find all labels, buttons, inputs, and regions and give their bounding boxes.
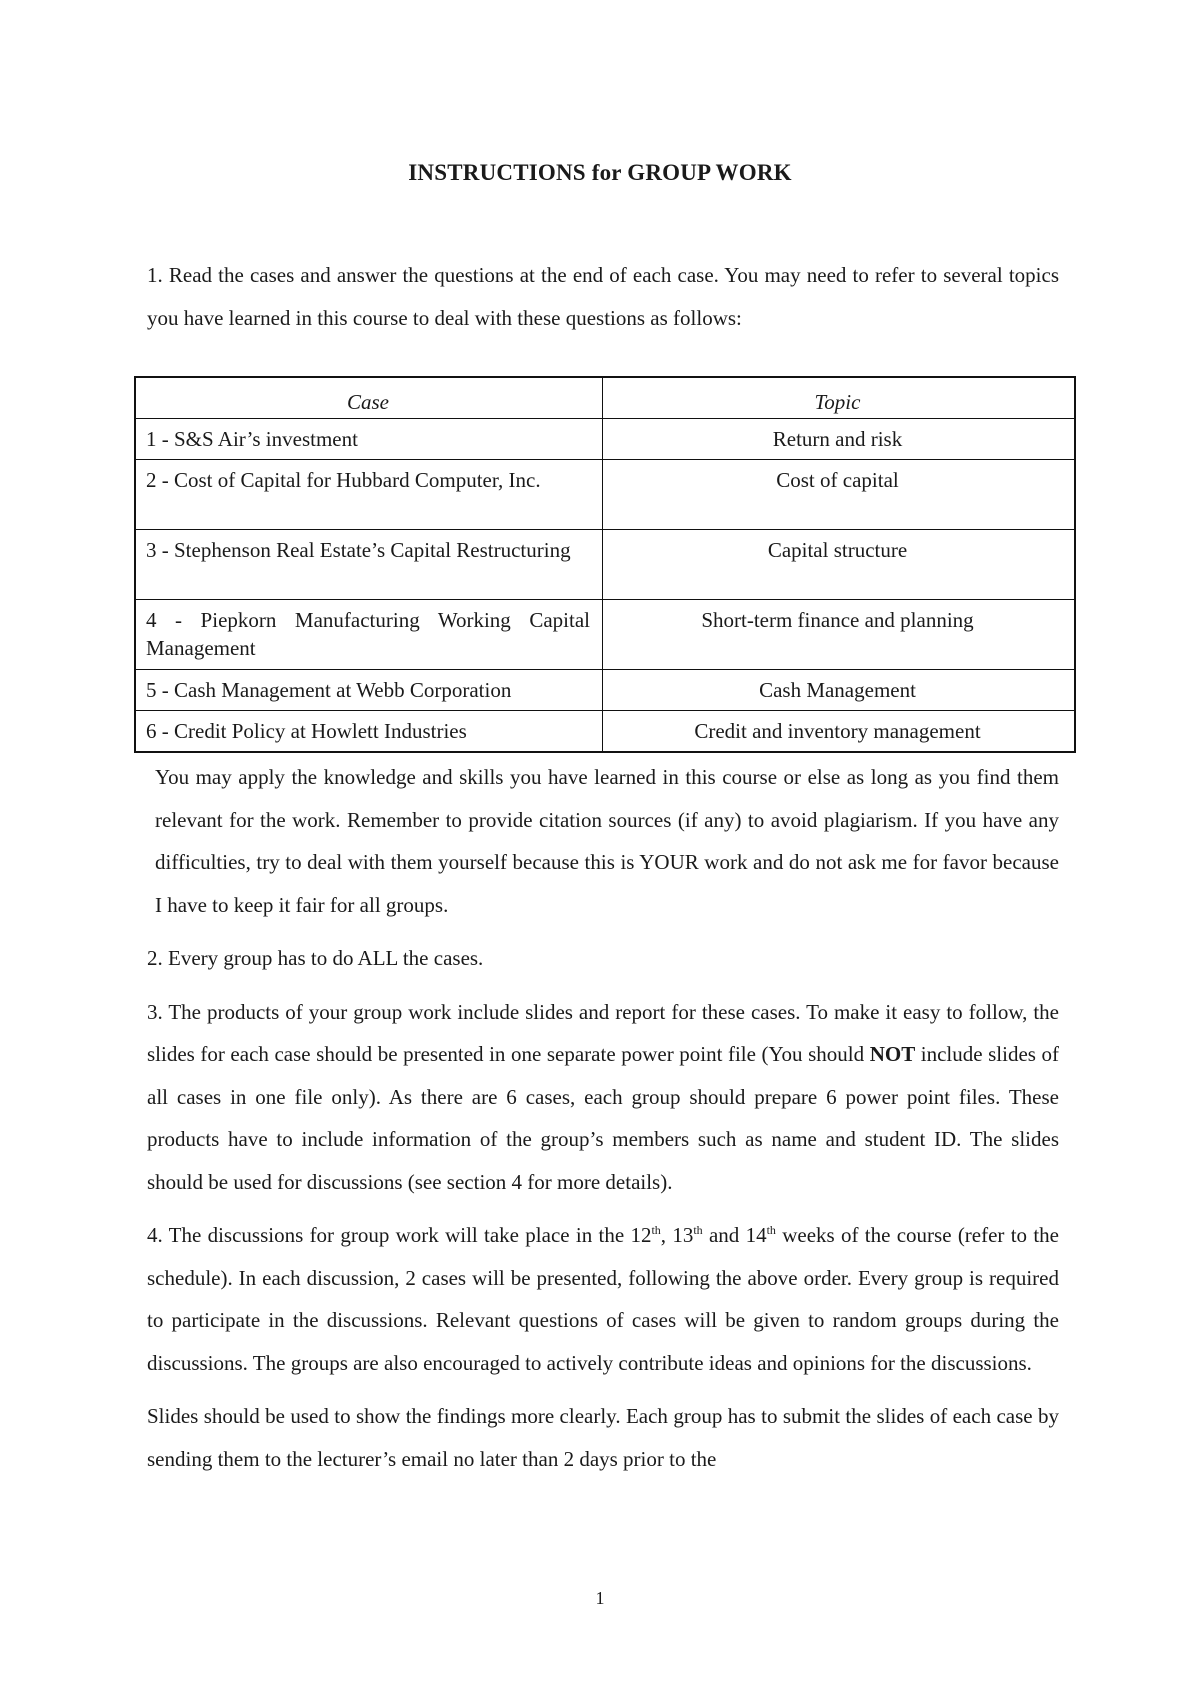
- ordinal-suffix: th: [651, 1223, 661, 1237]
- header-topic: Topic: [603, 377, 1076, 419]
- intro-text: 1. Read the cases and answer the questions at the end of each case. You may need to refer to several topics you have learned in this course to deal with these questions as follows:: [147, 263, 1059, 330]
- item-2-paragraph: 2. Every group has to do ALL the cases.: [147, 946, 484, 970]
- item-4-text-d: weeks of the course (refer to the schedule). In each discussion, 2 cases will be presented, following the above order. Every group is required to participate in the discussions. Relevant questions of cases will be given to random groups during the discussions. The groups are also encouraged to actively contribute ideas and opinions for the discussions.: [147, 1223, 1059, 1375]
- case-cell: 3 - Stephenson Real Estate’s Capital Restructuring: [135, 530, 603, 600]
- item-4-paragraph: [147, 1214, 1059, 1384]
- slides-paragraph: Slides should be used to show the findings more clearly. Each group has to submit the slides of each case by sending them to the lecturer’s email no later than 2 days prior to the: [147, 1404, 1059, 1471]
- table-row: [135, 711, 1075, 753]
- after-table-paragraph: You may apply the knowledge and skills you have learned in this course or else as long as you find them relevant for the work. Remember to provide citation sources (if any) to avoid plagiarism. If you have any difficulties, try to deal with them yourself because this is YOUR work and do not ask me for favor because I have to keep it fair for all groups.: [155, 765, 1059, 917]
- topic-cell: Return and risk: [603, 419, 1076, 460]
- table-row: [135, 419, 1075, 460]
- case-cell: 1 - S&S Air’s investment: [135, 419, 603, 460]
- page-number: 1: [595, 1588, 605, 1608]
- case-cell: 6 - Credit Policy at Howlett Industries: [135, 711, 603, 753]
- table-header-row: [135, 377, 1075, 419]
- case-cell: 2 - Cost of Capital for Hubbard Computer, Inc.: [135, 460, 603, 530]
- item-3-text-a: 3. The products of your group work include slides and report for these cases. To make it easy to follow, the slides for each case should be presented in one separate power point file (You should: [147, 999, 1059, 1066]
- item-4-text-c: and 14: [702, 1223, 767, 1247]
- topic-cell: Credit and inventory management: [603, 711, 1076, 753]
- item-3-emphasis: NOT: [869, 1042, 916, 1066]
- item-4-text-b: , 13: [660, 1223, 694, 1247]
- table-row: [135, 600, 1075, 670]
- page-title: INSTRUCTIONS for GROUP WORK: [408, 160, 792, 185]
- item-3-text-b: include slides of all cases in one file only). As there are 6 cases, each group should prepare 6 power point files. These products have to include information of the group’s members such as name and student ID. The slides should be used for discussions (see section 4 for more details).: [147, 1042, 1060, 1194]
- topic-cell: Short-term finance and planning: [603, 600, 1076, 670]
- case-cell: 5 - Cash Management at Webb Corporation: [135, 670, 603, 711]
- item-4-text-a: 4. The discussions for group work will take place in the 12: [147, 1223, 652, 1247]
- topic-cell: Capital structure: [603, 530, 1076, 600]
- cases-topics-table: [134, 376, 1076, 753]
- intro-paragraph: [147, 254, 1059, 339]
- ordinal-suffix: th: [693, 1223, 703, 1237]
- table-row: [135, 670, 1075, 711]
- table-row: [135, 460, 1075, 530]
- ordinal-suffix: th: [766, 1223, 776, 1237]
- table-row: [135, 530, 1075, 600]
- item-3-paragraph: [147, 991, 1059, 1204]
- case-cell: 4 - Piepkorn Manufacturing Working Capital Management: [135, 600, 603, 670]
- header-case: Case: [135, 377, 603, 419]
- main-body: [147, 756, 1059, 1480]
- topic-cell: Cash Management: [603, 670, 1076, 711]
- topic-cell: Cost of capital: [603, 460, 1076, 530]
